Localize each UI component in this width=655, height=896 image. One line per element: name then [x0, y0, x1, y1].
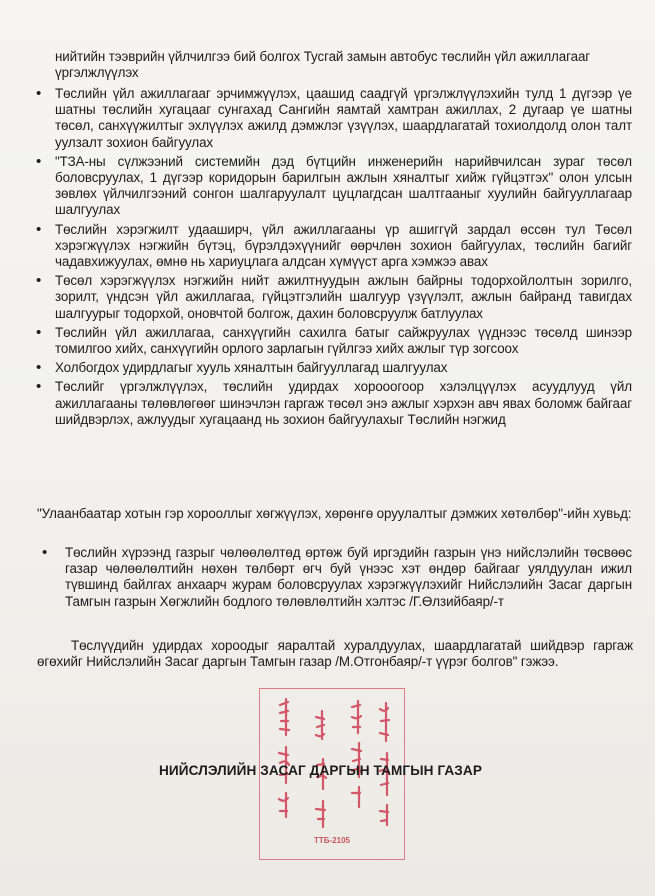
- list-item: • Төслийн үйл ажиллагаа, санхүүгийн сахилга батыг сайжруулах үүднээс төсөлд шинээр томилгоо хийх, санхүүгийн орлого зарлагын гүйлгээ хийх ажлыг түр зогсоох: [36, 325, 632, 357]
- program-list: [36, 545, 632, 610]
- seal-number: ТТБ-2105: [314, 836, 350, 845]
- closing-paragraph: Төслүүдийн удирдах хороодыг яаралтай хуралдуулах, шаардлагатай шийдвэр гаргаж өгөхийг Нийслэлийн Засаг даргын Тамгын газар /М.Отгонбаяр/-т үүрэг болгов" гэжээ.: [37, 638, 633, 670]
- list-item: • Холбогдох удирдлагыг хууль хяналтын байгууллагад шалгуулах: [36, 360, 632, 376]
- list-item: • Төсөл хэрэгжүүлэх нэгжийн нийт ажилтнуудын ажлын байрны тодорхойлолтын зорилго, зорилт, үндсэн үйл ажиллагаа, гүйцэтгэлийн шалгуур үзүүлэлт, ажлын байранд тавигдах шалгуурыг тодорхой, оновчтой болгож, дахин боловсруулж батлуулах: [36, 273, 632, 322]
- list-item: • Төслийг үргэлжлүүлэх, төслийн удирдах хорооогоор хэлэлцүүлэх асуудлууд үйл ажиллагааны төлөвлөгөөг шинэчлэн гаргаж төсөл энэ ажлыг хэрхэн авч явах боломж байгааг шийдвэрлэх, ажлуудыг хугацаанд нь зохион байгуулахыг Төслийн нэгжид: [36, 379, 632, 428]
- list-item: • "ТЗА-ны сүлжээний системийн дэд бүтцийн инженерийн нарийвчилсан зураг төсөл боловсруулах, 1 дүгээр коридорын барилгын ажлын хяналтыг хийж гүйцэтгэх" олон улсын зөвлөх үйлчилгээний сонгон шалгаруулалт цуцлагдсан шалтгааныг хуулийн байгууллагаар шалгуулах: [36, 154, 632, 219]
- list-item: • Төслийн хэрэгжилт удааширч, үйл ажиллагааны үр ашиггүй зардал өссөн тул Төсөл хэрэгжүүлэх нэгжийн бүтэц, бүрэлдэхүүнийг өөрчлөн зохион байгуулах, төслийн багийг чадавхижуулах, өмнө нь хариуцлага алдсан хүмүүст арга хэмжээ авах: [36, 222, 632, 271]
- program-heading: "Улаанбаатар хотын гэр хорооллыг хөгжүүлэх, хөрөнгө оруулалтыг дэмжих хөтөлбөр"-ийн хувьд:: [37, 506, 632, 521]
- signature-line: НИЙСЛЭЛИЙН ЗАСАГ ДАРГЫН ТАМГЫН ГАЗАР: [159, 763, 483, 778]
- list-item: • Төслийн үйл ажиллагааг эрчимжүүлэх, цаашид саадгүй үргэлжлүүлэхийн тулд 1 дүгээр үе шатны төслийн хугацааг сунгахад Сангийн яамтай хамтран ажиллах, 2 дугаар үе шатны төсөл, санхүүжилтыг эхлүүлэх ажилд дэмжлэг үзүүлэх, шаардлагатай тохиолдолд олон талт уулзалт зохион байгуулах: [36, 86, 632, 151]
- action-list: [36, 86, 632, 431]
- list-item: • Төслийн хүрээнд газрыг чөлөөлөлтөд өртөж буй иргэдийн газрын үнэ нийслэлийн төсвөөс газар чөлөөлөлтийн нөхөн төлбөрт өгч буй үнээс хэт өндөр байгааг уялдуулан ижил түвшинд байлгах анхаарч журам боловсруулах хэрэгжүүлэхийг Нийслэлийн Засаг даргын Тамгын газрын Хөгжлийн бодлого төлөвлөлтийн хэлтэс /Г.Өлзийбаяр/-т: [36, 545, 632, 610]
- continuation-text: нийтийн тээврийн үйлчилгээ бий болгох Тусгай замын автобус төслийн үйл ажиллагааг үргэлжлүүлэх: [55, 49, 591, 81]
